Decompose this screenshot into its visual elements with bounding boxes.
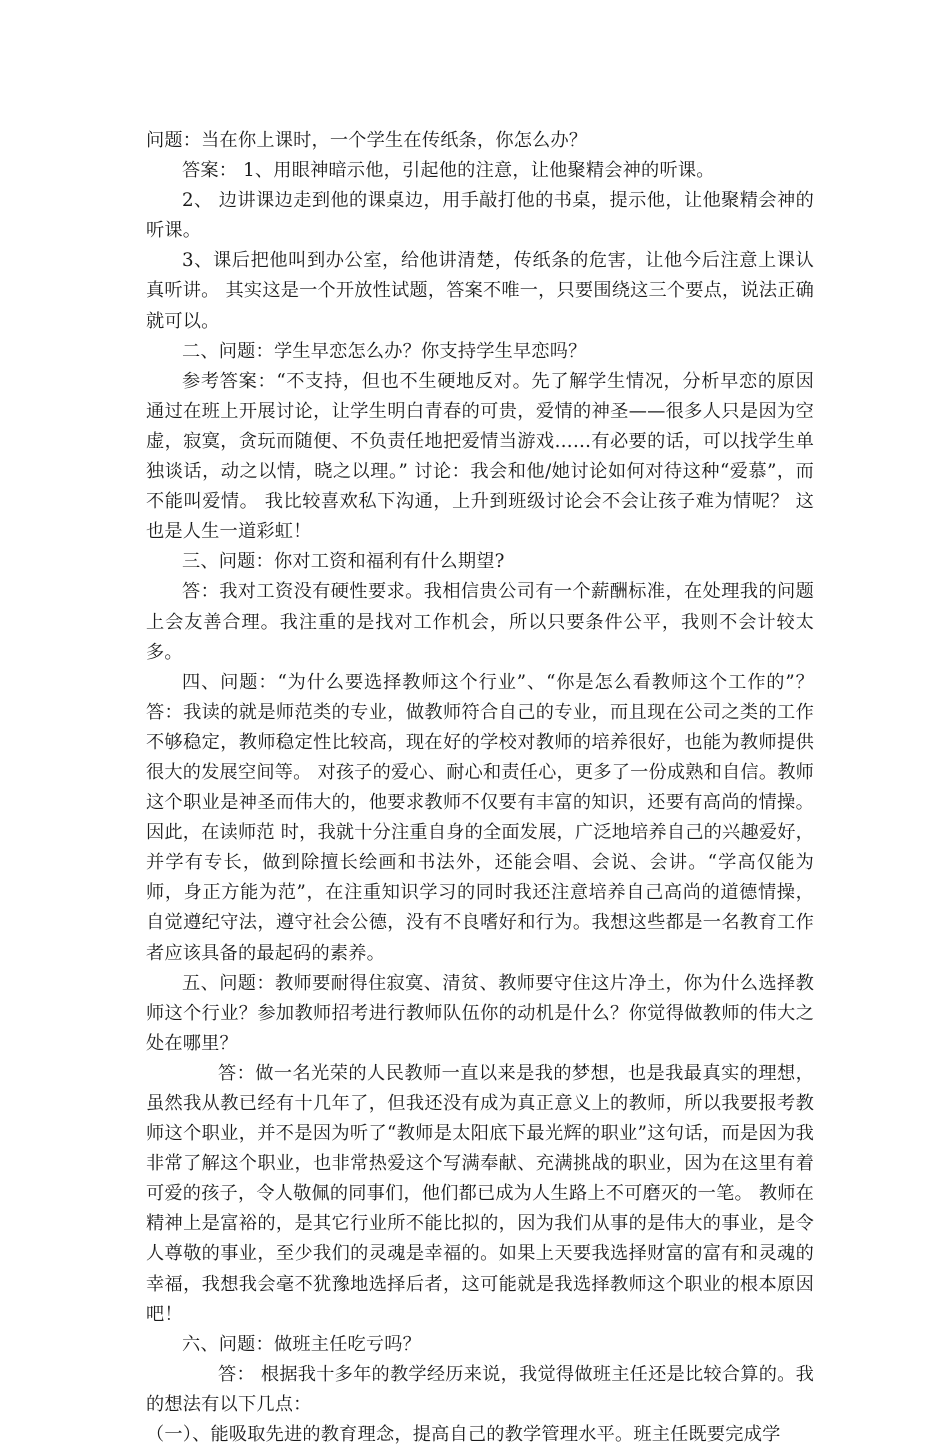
answer-6: 答： 根据我十多年的教学经历来说，我觉得做班主任还是比较合算的。我的想法有以下几点： (146, 1363, 814, 1415)
answer-1-point-3: 3、课后把他叫到办公室，给他讲清楚，传纸条的危害，让他今后注意上课认真听讲。 其实这是一个开放性试题，答案不唯一，只要围绕这三个要点，说法正确就可以。 (146, 250, 814, 332)
question-4: 四、问题：“为什么要选择教师这个行业”、“你是怎么看教师这个工作的”？ 答：我读的就是师范类的专业，做教师符合自己的专业，而且现在公司之类的工作不够稳定，教师稳定性比较高，现在好的学校对教师的培养很好，也能为教师提供很大的发展空间等。 对孩子的爱心、耐心和责任心，更多了一份成熟和自信。教师这个职业是神圣而伟大的，他要求教师不仅要有丰富的知识，还要有高尚的情操。因此，在读师范 时，我就十分注重自身的全面发展，广泛地培养自己的兴趣爱好，并学有专长，做到除擅长绘画和书法外，还能会唱、会说、会讲。“学高仅能为师，身正方能为范”，在注重知识学习的同时我还注意培养自己高尚的道德情操，自觉遵纪守法，遵守社会公德，没有不良嗜好和行为。我想这些都是一名教育工作者应该具备的最起码的素养。 (146, 671, 814, 964)
question-1: 问题：当在你上课时，一个学生在传纸条，你怎么办？ (146, 130, 588, 151)
question-5: 五、问题：教师要耐得住寂寞、清贫、教师要守住这片净土，你为什么选择教师这个行业？参加教师招考进行教师队伍你的动机是什么？你觉得做教师的伟大之处在哪里？ (146, 972, 814, 1054)
answer-5: 答：做一名光荣的人民教师一直以来是我的梦想，也是我最真实的理想，虽然我从教已经有十几年了，但我还没有成为真正意义上的教师，所以我要报考教师这个职业，并不是因为听了“教师是太阳底下最光辉的职业”这句话，而是因为我非常了解这个职业，也非常热爱这个写满奉献、充满挑战的职业，因为在这里有着可爱的孩子，令人敬佩的同事们，他们都已成为人生路上不可磨灭的一笔。 教师在精神上是富裕的，是其它行业所不能比拟的，因为我们从事的是伟大的事业，是令人尊敬的事业，至少我们的灵魂是幸福的。如果上天要我选择财富的富有和灵魂的幸福，我想我会毫不犹豫地选择后者，这可能就是我选择教师这个职业的根本原因吧！ (146, 1062, 814, 1325)
answer-1-point-2: 2、 边讲课边走到他的课桌边，用手敲打他的书桌，提示他，让他聚精会神的听课。 (146, 190, 814, 242)
question-3: 三、问题：你对工资和福利有什么期望? (182, 551, 505, 573)
answer-6-point-1: （一）、能吸取先进的教育理念，提高自己的教学管理水平。班主任既要完成学 (146, 1424, 781, 1446)
answer-2: 参考答案：“不支持，但也不生硬地反对。先了解学生情况，分析早恋的原因通过在班上开展讨论，让学生明白青春的可贵，爱情的神圣——很多人只是因为空虚，寂寞，贪玩而随便、不负责任地把爱情当游戏……有必要的话，可以找学生单独谈话，动之以情，晓之以理。” 讨论：我会和他/她讨论如何对待这种“爱慕”，而不能叫爱情。 我比较喜欢私下沟通，上升到班级讨论会不会让孩子难为情呢？ 这也是人生一道彩虹！ (146, 370, 814, 543)
answer-1-point-1: 答案： 1、用眼神暗示他，引起他的注意，让他聚精会神的听课。 (182, 160, 715, 182)
document-body (146, 126, 814, 1450)
question-6: 六、问题：做班主任吃亏吗？ (182, 1333, 422, 1355)
answer-3: 答：我对工资没有硬性要求。我相信贵公司有一个薪酬标准，在处理我的问题上会友善合理。我注重的是找对工作机会，所以只要条件公平，我则不会计较太多。 (146, 581, 814, 663)
question-2: 二、问题：学生早恋怎么办？你支持学生早恋吗？ (182, 340, 587, 362)
